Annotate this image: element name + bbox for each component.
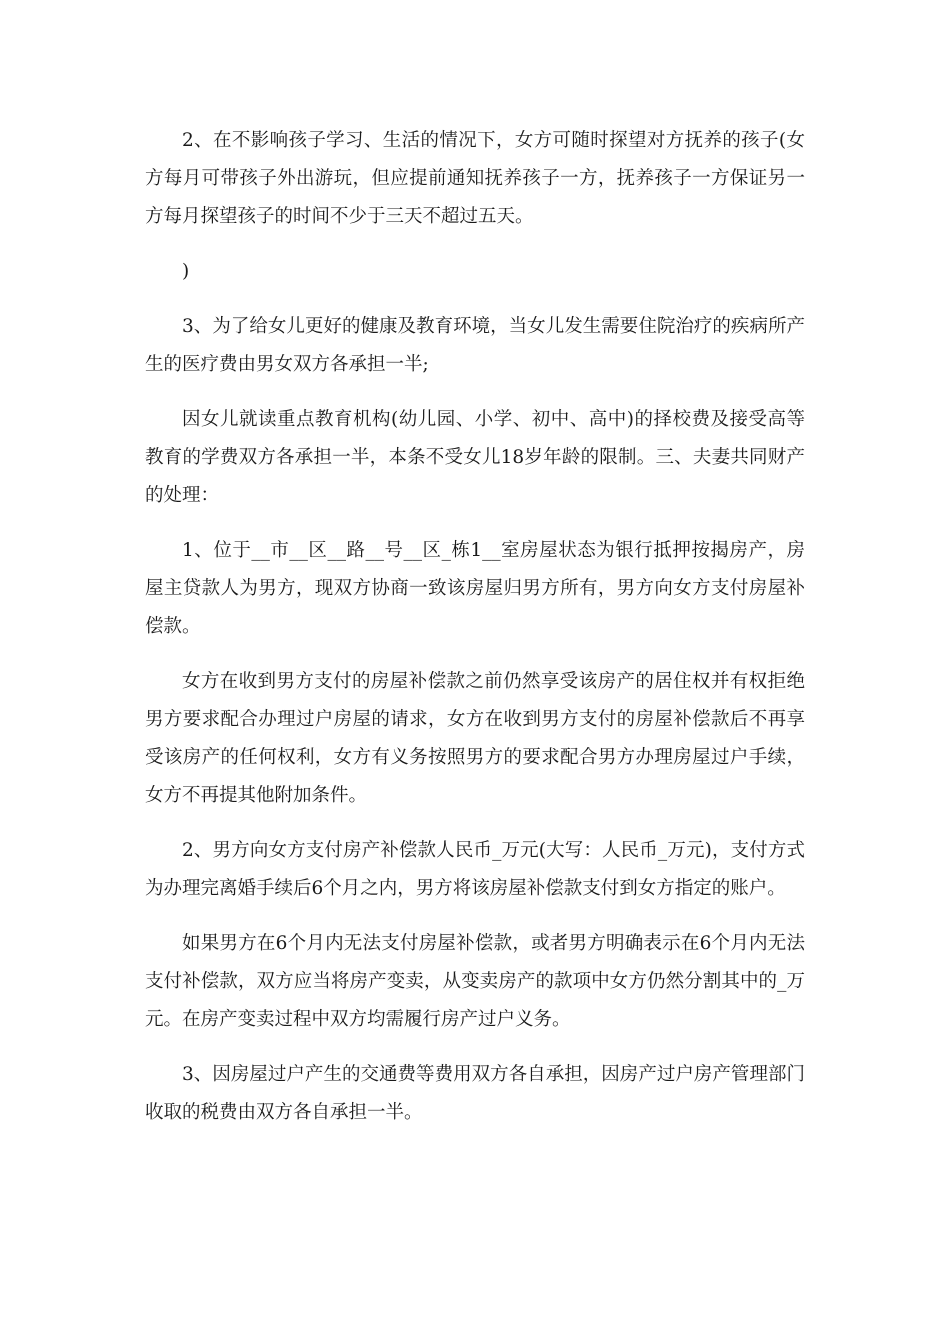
paragraph-closing-parenthesis: ) bbox=[182, 261, 190, 282]
paragraph-visitation-rights: 2、在不影响孩子学习、生活的情况下，女方可随时探望对方抚养的孩子(女方每月可带孩子外出游玩，但应提前通知抚养孩子一方，抚养孩子一方保证另一方每月探望孩子的时间不少于三天不超过五天。 bbox=[145, 130, 805, 227]
paragraph-education-costs: 因女儿就读重点教育机构(幼儿园、小学、初中、高中)的择校费及接受高等教育的学费双方各承担一半，本条不受女儿18岁年龄的限制。三、夫妻共同财产的处理： bbox=[145, 409, 805, 506]
paragraph-sale-of-property: 如果男方在6个月内无法支付房屋补偿款，或者男方明确表示在6个月内无法支付补偿款，双方应当将房产变卖，从变卖房产的款项中女方仍然分割其中的_万元。在房产变卖过程中双方均需履行房产过户义务。 bbox=[145, 933, 805, 1030]
paragraph-medical-costs: 3、为了给女儿更好的健康及教育环境，当女儿发生需要住院治疗的疾病所产生的医疗费由男女双方各承担一半; bbox=[145, 316, 805, 375]
paragraph-transfer-fees: 3、因房屋过户产生的交通费等费用双方各自承担，因房产过户房产管理部门收取的税费由双方各自承担一半。 bbox=[145, 1064, 805, 1123]
paragraph-compensation-payment: 2、男方向女方支付房产补偿款人民币_万元(大写：人民币_万元)，支付方式为办理完离婚手续后6个月之内，男方将该房屋补偿款支付到女方指定的账户。 bbox=[145, 840, 805, 899]
paragraph-house-ownership: 1、位于__市__区__路__号__区_栋1__室房屋状态为银行抵押按揭房产，房屋主贷款人为男方，现双方协商一致该房屋归男方所有，男方向女方支付房屋补偿款。 bbox=[145, 540, 805, 637]
paragraph-residence-right: 女方在收到男方支付的房屋补偿款之前仍然享受该房产的居住权并有权拒绝男方要求配合办理过户房屋的请求，女方在收到男方支付的房屋补偿款后不再享受该房产的任何权利，女方有义务按照男方的要求配合男方办理房屋过户手续，女方不再提其他附加条件。 bbox=[145, 671, 805, 806]
document-page bbox=[145, 122, 805, 1149]
